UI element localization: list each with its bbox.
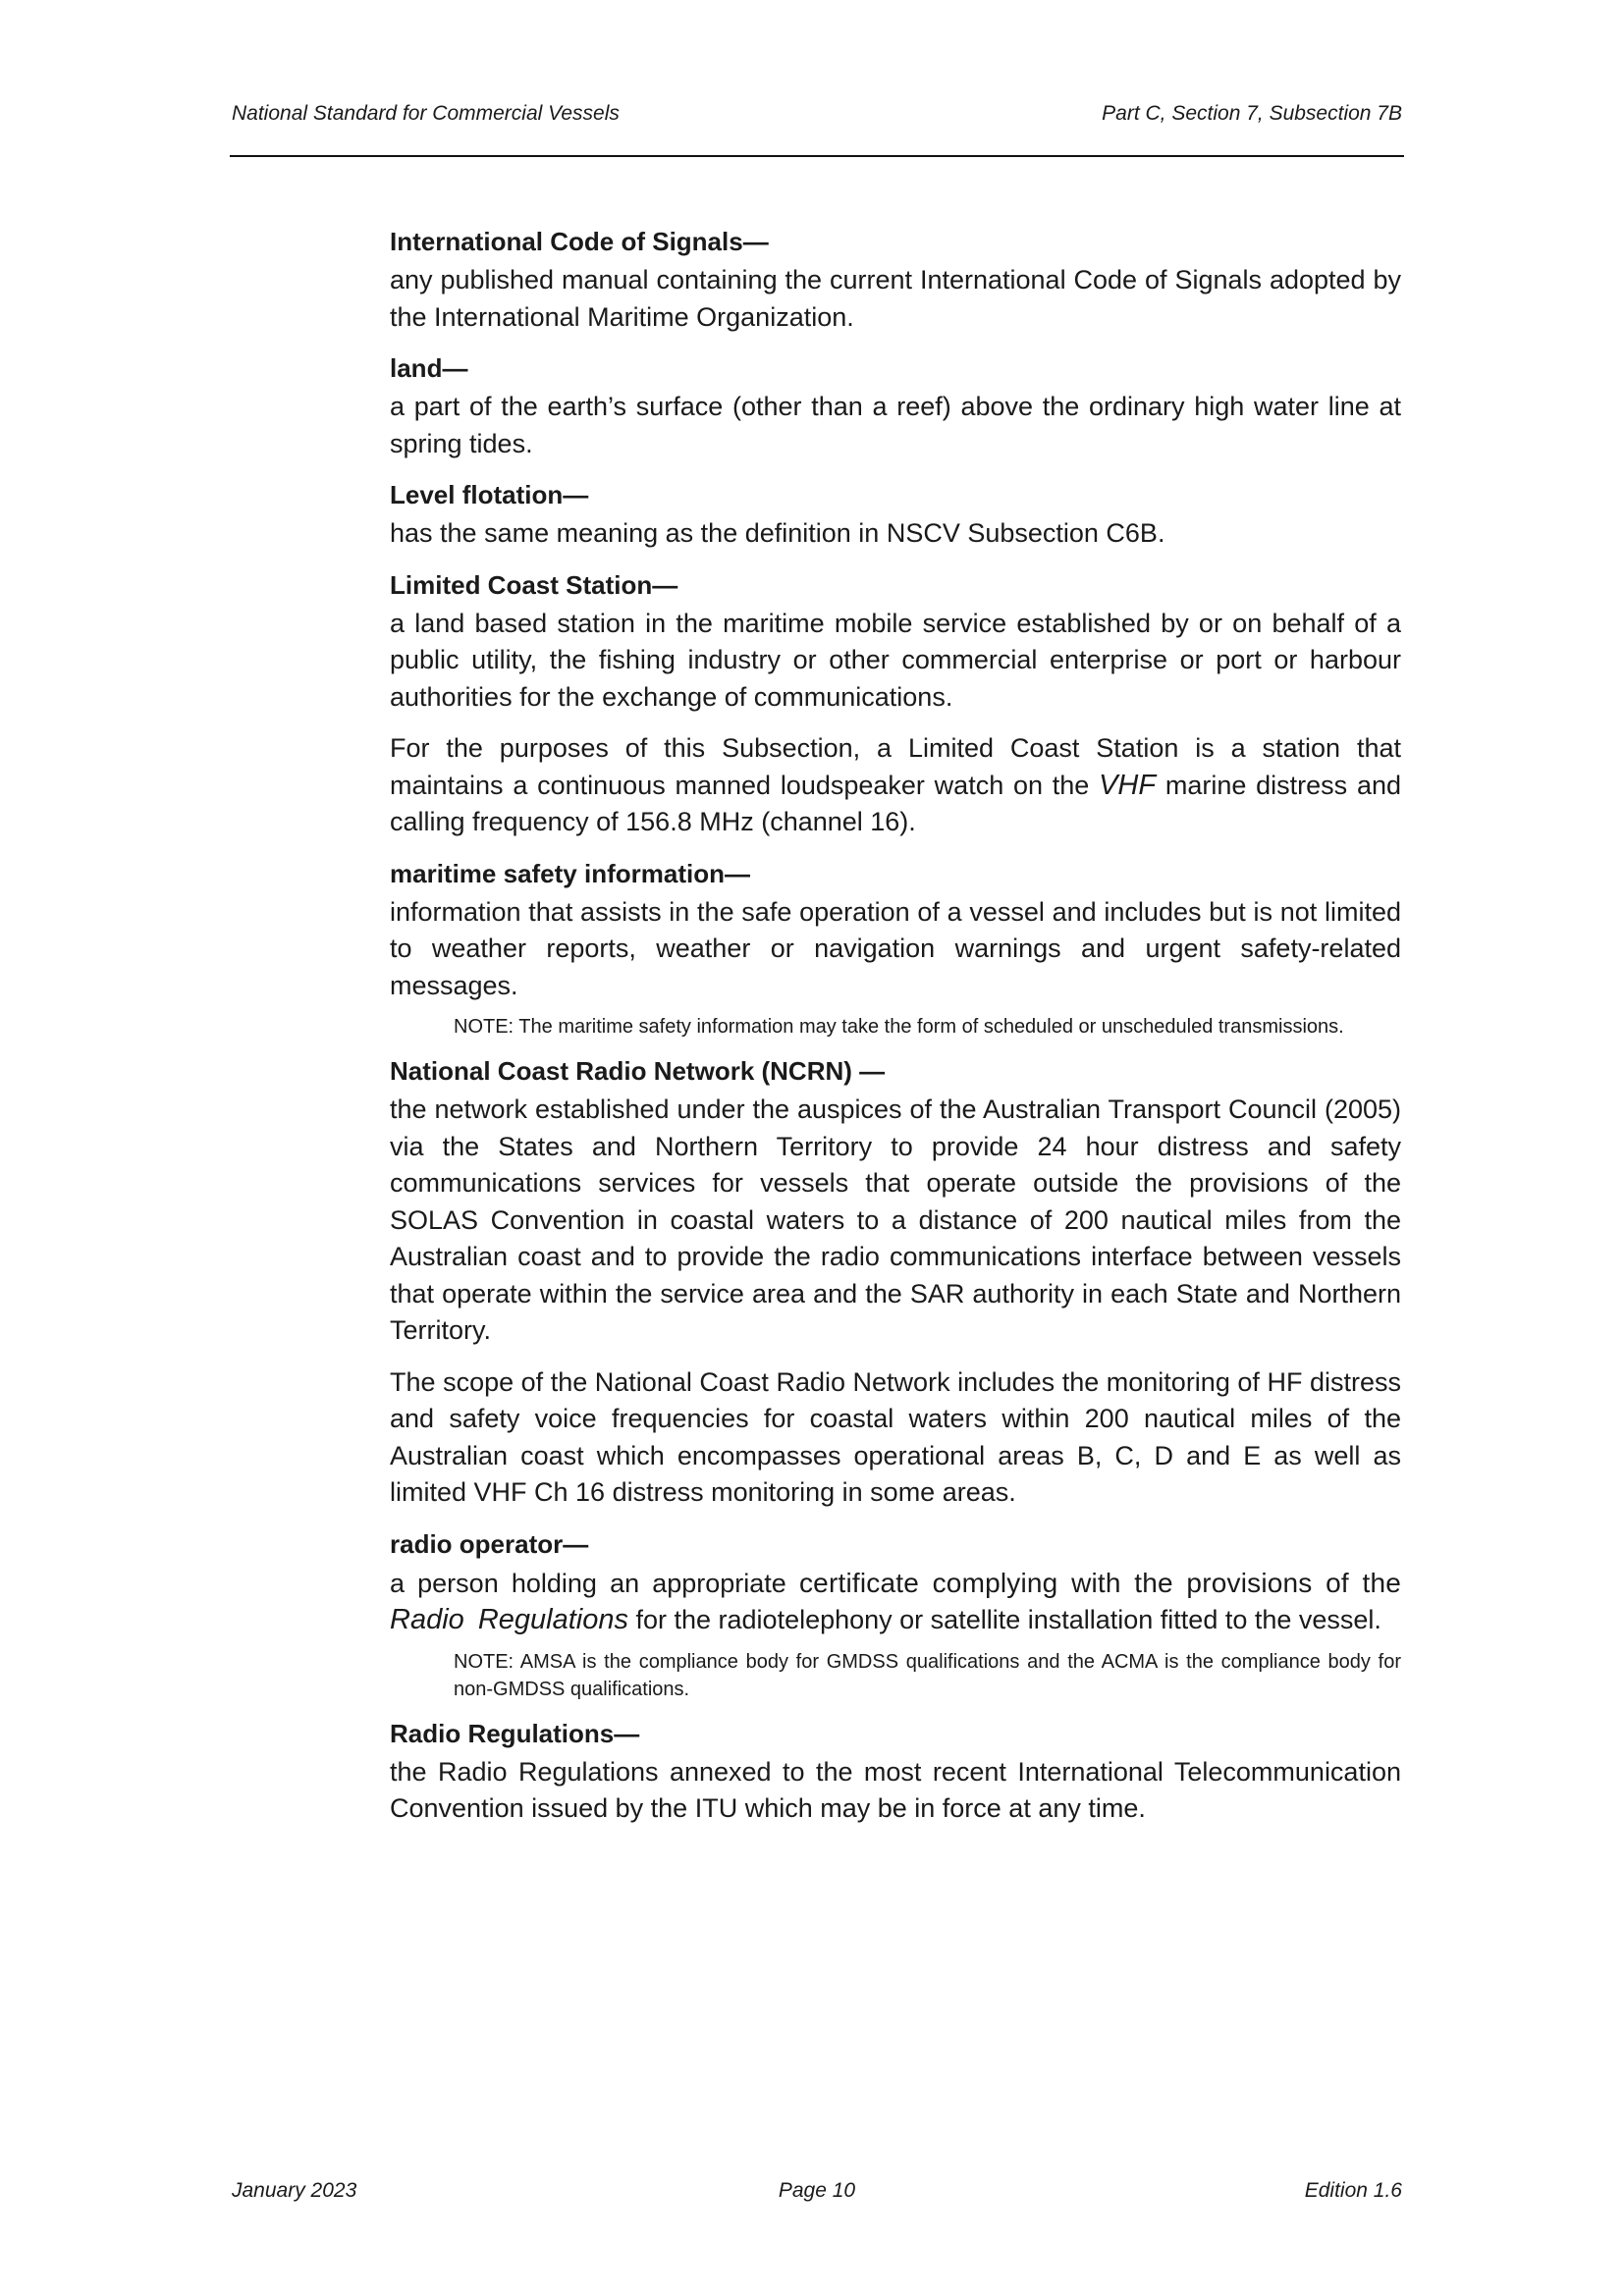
limited-coast-station-purpose-text-start: For the purposes of this Subsection, a Limited Coast Station is a station that maintains a continuous manned loudspeaker watch on the [390, 733, 1401, 800]
term-land: land— [390, 353, 468, 383]
definition-national-coast-radio-network-scope: The scope of the National Coast Radio Network includes the monitoring of HF distress and safety voice frequencies for coastal waters within 200 nautical miles of the Australian coast which encompasses operational areas B, C, D and E as well as limited VHF Ch 16 distress monitoring in some areas. [390, 1366, 1401, 1507]
radio-operator-text-end: for the radiotelephony or satellite installation fitted to the vessel. [627, 1605, 1381, 1634]
term-level-flotation: Level flotation— [390, 480, 589, 509]
definition-national-coast-radio-network: the network established under the auspices of the Australian Transport Council (2005) via the States and Northern Territory to provide 24 hour distress and safety communications services for vessels that operate outside the provisions of the SOLAS Convention in coastal waters to a distance of 200 nautical miles from the Australian coast and to provide the radio communications interface between vessels that operate within the service area and the SAR authority in each State and Northern Territory. [390, 1095, 1401, 1345]
limited-coast-station-purpose-text-end: marine distress and calling frequency of 156.8 MHz (channel 16). [390, 770, 1402, 836]
term-radio-operator: radio operator— [390, 1528, 589, 1559]
header-divider [230, 155, 1404, 157]
definitions-list [390, 224, 1401, 1842]
note-maritime-safety-information: NOTE: The maritime safety information may take the form of scheduled or unscheduled transmissions. [454, 1016, 1344, 1038]
radio-operator-certificate-text: certificate complying with the provisions of the [798, 1567, 1401, 1598]
vhf-term: VHF [1099, 769, 1157, 801]
definition-international-code-of-signals: any published manual containing the current International Code of Signals adopted by the International Maritime Organization. [390, 265, 1401, 332]
footer-page-number: Page 10 [778, 2179, 856, 2202]
page-footer [232, 2179, 1402, 2213]
term-radio-regulations: Radio Regulations— [390, 1718, 640, 1748]
header-document-title: National Standard for Commercial Vessels [232, 102, 620, 125]
radio-operator-text-start: a person holding an appropriate [390, 1568, 799, 1598]
term-limited-coast-station: Limited Coast Station— [390, 569, 678, 600]
definition-radio-operator [390, 1565, 1401, 1639]
footer-edition: Edition 1.6 [1304, 2179, 1402, 2202]
definition-limited-coast-station-purpose [390, 730, 1401, 841]
definition-limited-coast-station: a land based station in the maritime mobile service established by or on behalf of a public utility, the fishing industry or other commercial enterprise or port or harbour authorities for the exchange of communications. [390, 608, 1401, 712]
footer-date: January 2023 [232, 2179, 357, 2202]
radio-regulations-reference: Radio Regulations [390, 1604, 628, 1635]
definition-radio-regulations: the Radio Regulations annexed to the most recent International Telecommunication Convention issued by the ITU which may be in force at any time. [390, 1756, 1401, 1823]
page-header [232, 102, 1402, 135]
definition-land: a part of the earth’s surface (other than a reef) above the ordinary high water line at spring tides. [390, 392, 1401, 458]
definition-maritime-safety-information: information that assists in the safe operation of a vessel and includes but is not limited to weather reports, weather or navigation warnings and urgent safety-related messages. [390, 896, 1401, 1000]
term-international-code-of-signals: International Code of Signals— [390, 227, 769, 256]
definition-level-flotation: has the same meaning as the definition in NSCV Subsection C6B. [390, 518, 1165, 548]
term-maritime-safety-information: maritime safety information— [390, 858, 750, 888]
header-section-reference: Part C, Section 7, Subsection 7B [1102, 102, 1402, 125]
note-radio-operator: NOTE: AMSA is the compliance body for GMDSS qualifications and the ACMA is the compliance body for non-GMDSS qualifications. [454, 1650, 1401, 1700]
term-national-coast-radio-network: National Coast Radio Network (NCRN) — [390, 1056, 886, 1086]
